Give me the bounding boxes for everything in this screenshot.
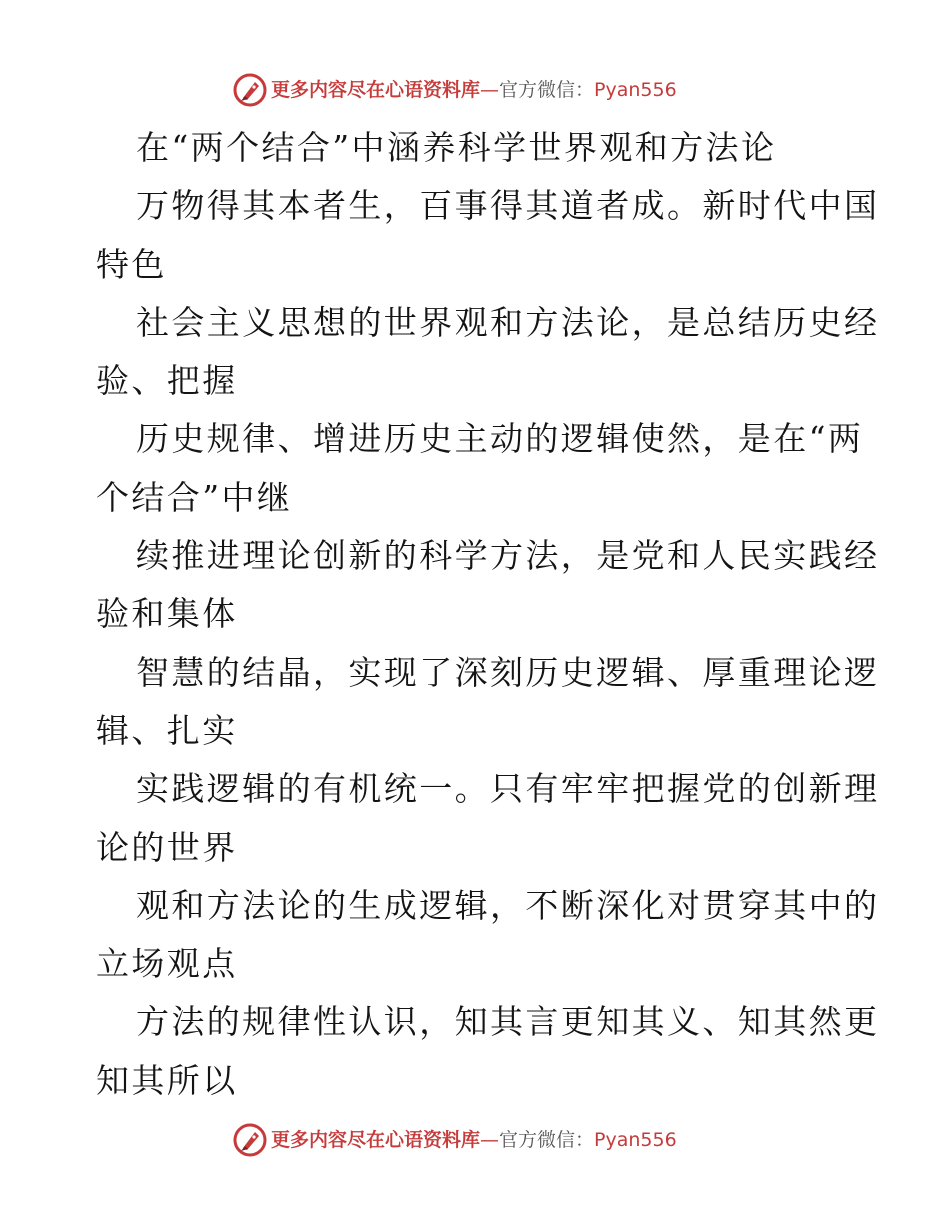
text-line: 万物得其本者生，百事得其道者成。新时代中国 (136, 186, 880, 226)
header-brand-text: 更多内容尽在心语资料库 (271, 79, 481, 101)
footer-brand-text: 更多内容尽在心语资料库 (271, 1129, 481, 1151)
text-line: 个结合”中继 (96, 477, 293, 517)
text-line: 观和方法论的生成逻辑，不断深化对贯穿其中的 (136, 885, 880, 925)
text-line: 验、把握 (96, 361, 238, 401)
pen-nib-logo-icon (233, 73, 267, 107)
footer-wechat-label: 官方微信： (499, 1129, 595, 1151)
text-line: 辑、扎实 (96, 710, 238, 750)
text-line: 验和集体 (96, 594, 238, 634)
document-body (96, 119, 880, 1110)
text-line: 方法的规律性认识，知其言更知其义、知其然更 (136, 1002, 880, 1042)
header-watermark (233, 72, 733, 108)
text-line: 知其所以 (96, 1060, 238, 1100)
text-line: 特色 (96, 244, 167, 284)
text-line: 历史规律、增进历史主动的逻辑使然，是在“两 (136, 419, 864, 459)
text-line: 论的世界 (96, 827, 238, 867)
header-wechat-id: Pyan556 (594, 79, 677, 101)
text-line: 续推进理论创新的科学方法，是党和人民实践经 (136, 536, 880, 576)
header-separator: — (480, 79, 500, 101)
header-wechat-label: 官方微信： (499, 79, 595, 101)
text-line: 立场观点 (96, 944, 238, 984)
document-title: 在“两个结合”中涵养科学世界观和方法论 (136, 128, 777, 167)
text-line: 社会主义思想的世界观和方法论，是总结历史经 (136, 302, 880, 342)
footer-separator: — (480, 1129, 500, 1151)
text-line: 实践逻辑的有机统一。只有牢牢把握党的创新理 (136, 769, 880, 809)
footer-watermark (233, 1122, 733, 1158)
pen-nib-logo-icon (233, 1123, 267, 1157)
text-line: 智慧的结晶，实现了深刻历史逻辑、厚重理论逻 (136, 652, 880, 692)
footer-wechat-id: Pyan556 (594, 1129, 677, 1151)
